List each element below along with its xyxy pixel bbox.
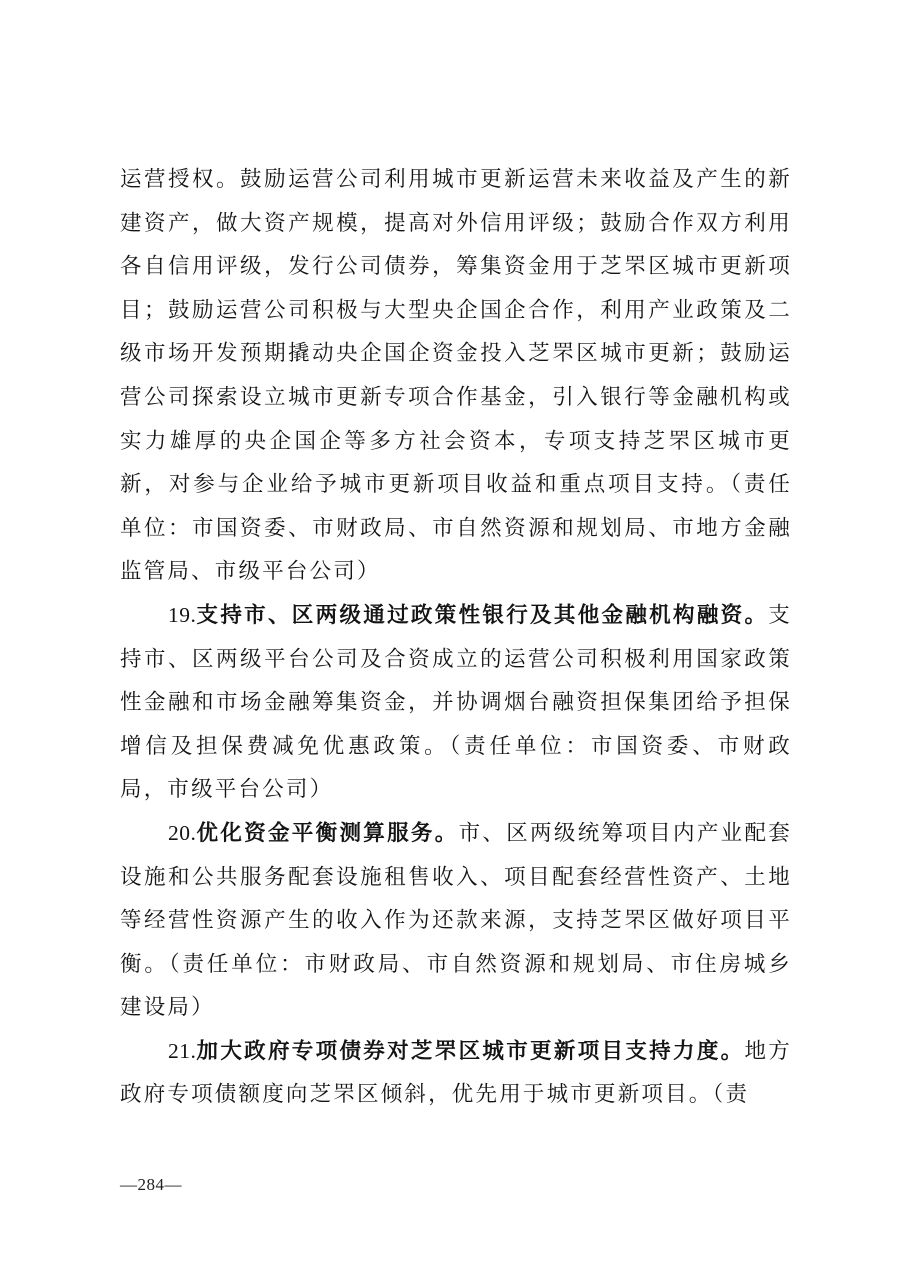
item-heading: 支持市、区两级通过政策性银行及其他金融机构融资。 xyxy=(196,602,769,628)
paragraph-text: 支持市、区两级平台公司及合资成立的运营公司积极利用国家政策性金融和市场金融筹集资金，并协调烟台融资担保集团给予担保增信及担保费减免优惠政策。（责任单位：市国资委、市财政局，市级平台公司） xyxy=(120,602,792,803)
item-number: 19. xyxy=(168,602,197,627)
paragraph-item-20 xyxy=(120,812,792,1030)
paragraph-item-21 xyxy=(120,1030,792,1117)
paragraph-item-19 xyxy=(120,594,792,812)
item-number: 20. xyxy=(168,820,197,845)
item-heading: 优化资金平衡测算服务。 xyxy=(196,820,459,846)
item-number: 21. xyxy=(168,1038,197,1063)
page-number: —284— xyxy=(120,1175,182,1194)
paragraph-continued xyxy=(120,158,792,594)
document-body xyxy=(120,158,792,1117)
paragraph-text: 市、区两级统筹项目内产业配套设施和公共服务配套设施租售收入、项目配套经营性资产、土地等经营性资源产生的收入作为还款来源，支持芝罘区做好项目平衡。（责任单位：市财政局、市自然资源和规划局、市住房城乡建设局） xyxy=(120,820,792,1021)
paragraph-text: 运营授权。鼓励运营公司利用城市更新运营未来收益及产生的新建资产，做大资产规模，提高对外信用评级；鼓励合作双方利用各自信用评级，发行公司债券，筹集资金用于芝罘区城市更新项目；鼓励运营公司积极与大型央企国企合作，利用产业政策及二级市场开发预期撬动央企国企资金投入芝罘区城市更新；鼓励运营公司探索设立城市更新专项合作基金，引入银行等金融机构或实力雄厚的央企国企等多方社会资本，专项支持芝罘区城市更新，对参与企业给予城市更新项目收益和重点项目支持。（责任单位：市国资委、市财政局、市自然资源和规划局、市地方金融监管局、市级平台公司） xyxy=(120,167,792,585)
paragraph-text: 地方政府专项债额度向芝罘区倾斜，优先用于城市更新项目。（责 xyxy=(120,1038,792,1108)
item-heading: 加大政府专项债券对芝罘区城市更新项目支持力度。 xyxy=(196,1038,745,1064)
